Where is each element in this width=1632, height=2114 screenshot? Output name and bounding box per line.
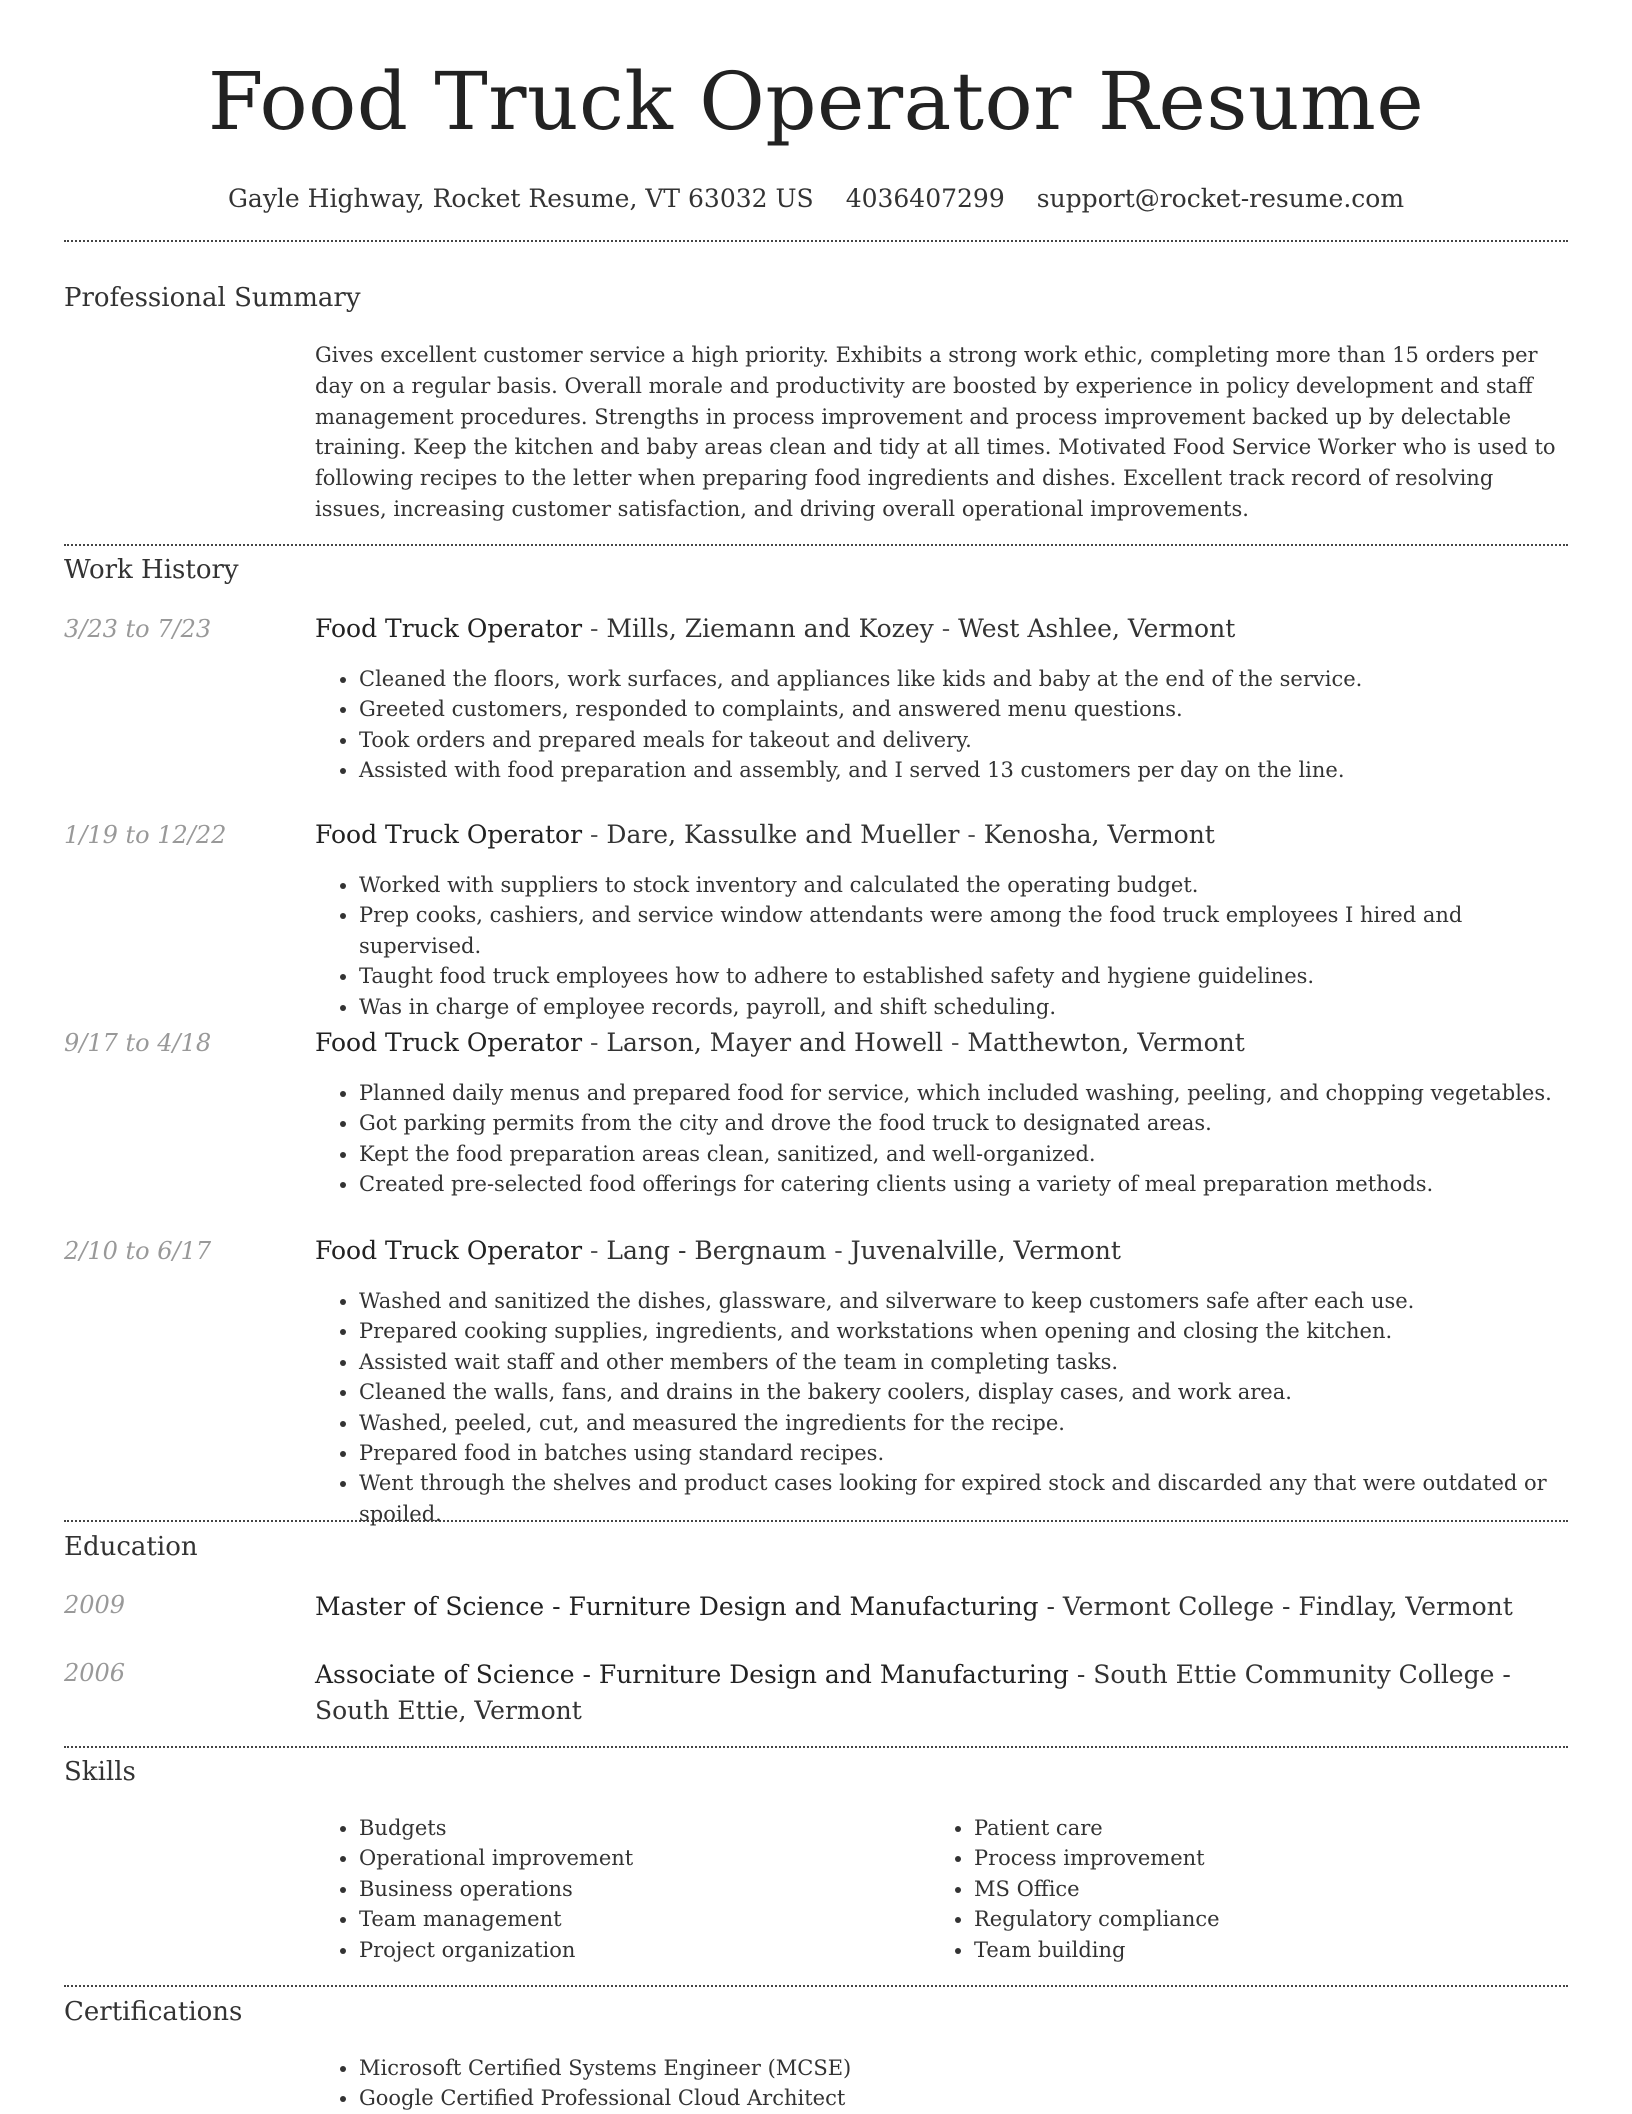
list-item: • Washed and sanitized the dishes, glassware, and silverware to keep customers safe after each use. <box>359 1286 1569 1316</box>
certification-item: • Microsoft Certified Systems Engineer (MCSE) <box>359 2053 1569 2083</box>
job-role: Food Truck Operator <box>315 1236 583 1265</box>
section-title-certifications: Certifications <box>64 1997 243 2027</box>
education-degree: Associate of Science - Furniture Design and Manufacturing <box>315 1660 1069 1689</box>
skill-item: • Project organization <box>359 1935 919 1965</box>
education-degree: Master of Science - Furniture Design and Manufacturing <box>315 1592 1039 1621</box>
job-dates: 3/23 to 7/23 <box>64 615 212 643</box>
contact-phone: 4036407299 <box>845 184 1005 213</box>
list-item: • Washed, peeled, cut, and measured the ingredients for the recipe. <box>359 1408 1569 1438</box>
contact-email[interactable]: support@rocket-resume.com <box>1036 184 1405 213</box>
list-item: • Greeted customers, responded to complaints, and answered menu questions. <box>359 694 1569 724</box>
job-company: Lang - Bergnaum <box>606 1236 827 1265</box>
job-bullets <box>315 870 1569 1022</box>
section-title-education: Education <box>64 1532 198 1562</box>
education-entry: Master of Science - Furniture Design and Manufacturing - Vermont College - Findlay, Vermont <box>315 1592 1513 1621</box>
list-item: • Prepared cooking supplies, ingredients, and workstations when opening and closing the kitchen. <box>359 1316 1569 1346</box>
skill-item: • Business operations <box>359 1874 919 1904</box>
job-location: Juvenalville, Vermont <box>850 1236 1121 1265</box>
job-title: Food Truck Operator - Mills, Ziemann and Kozey - West Ashlee, Vermont <box>315 614 1236 643</box>
page-title: Food Truck Operator Resume <box>207 55 1425 148</box>
skill-item: • MS Office <box>974 1874 1574 1904</box>
job-dates: 2/10 to 6/17 <box>64 1237 212 1265</box>
section-title-work-history: Work History <box>64 555 239 585</box>
list-item: • Cleaned the walls, fans, and drains in the bakery coolers, display cases, and work area. <box>359 1377 1569 1407</box>
list-item: • Was in charge of employee records, payroll, and shift scheduling. <box>359 992 1569 1022</box>
education-school: South Ettie Community College - South Ettie, Vermont <box>315 1660 1511 1725</box>
skills-list-right <box>930 1813 1574 1965</box>
job-bullets <box>315 1078 1569 1200</box>
job-role: Food Truck Operator <box>315 614 583 643</box>
list-item: • Got parking permits from the city and drove the food truck to designated areas. <box>359 1108 1569 1138</box>
skill-item: • Team building <box>974 1935 1574 1965</box>
list-item: • Took orders and prepared meals for takeout and delivery. <box>359 725 1569 755</box>
divider <box>64 544 1568 546</box>
list-item: • Assisted with food preparation and assembly, and I served 13 customers per day on the line. <box>359 755 1569 785</box>
list-item: • Planned daily menus and prepared food for service, which included washing, peeling, and chopping vegetables. <box>359 1078 1569 1108</box>
job-company: Larson, Mayer and Howell <box>606 1028 944 1057</box>
education-school: Vermont College - Findlay, Vermont <box>1062 1592 1513 1621</box>
list-item: • Went through the shelves and product cases looking for expired stock and discarded any that were outdated or spoiled. <box>359 1468 1569 1529</box>
job-dates: 9/17 to 4/18 <box>64 1029 212 1057</box>
resume-header <box>0 0 1632 213</box>
divider <box>64 1746 1568 1748</box>
section-title-skills: Skills <box>64 1757 136 1787</box>
list-item: • Cleaned the floors, work surfaces, and appliances like kids and baby at the end of the service. <box>359 664 1569 694</box>
education-year: 2006 <box>64 1659 126 1687</box>
list-item: • Assisted wait staff and other members of the team in completing tasks. <box>359 1347 1569 1377</box>
job-title: Food Truck Operator - Lang - Bergnaum - Juvenalville, Vermont <box>315 1236 1121 1265</box>
job-title: Food Truck Operator - Larson, Mayer and Howell - Matthewton, Vermont <box>315 1028 1245 1057</box>
contact-line <box>0 184 1632 213</box>
list-item: • Kept the food preparation areas clean, sanitized, and well-organized. <box>359 1139 1569 1169</box>
job-bullets <box>315 664 1569 786</box>
job-location: West Ashlee, Vermont <box>958 614 1236 643</box>
summary-text: Gives excellent customer service a high priority. Exhibits a strong work ethic, completing more than 15 orders per day on a regular basis. Overall morale and productivity are boosted by experience in policy development and staff management procedures. Strengths in process improvement and process improvement backed up by delectable training. Keep the kitchen and baby areas clean and tidy at all times. Motivated Food Service Worker who is used to following recipes to the letter when preparing food ingredients and dishes. Excellent track record of resolving issues, increasing customer satisfaction, and driving overall operational improvements. <box>315 343 1556 521</box>
list-item: • Prepared food in batches using standard recipes. <box>359 1438 1569 1468</box>
job-company: Dare, Kassulke and Mueller <box>606 820 960 849</box>
job-dates: 1/19 to 12/22 <box>64 821 227 849</box>
list-item: • Worked with suppliers to stock inventory and calculated the operating budget. <box>359 870 1569 900</box>
divider <box>64 1520 1568 1522</box>
skill-item: • Process improvement <box>974 1843 1574 1873</box>
skill-item: • Operational improvement <box>359 1843 919 1873</box>
skill-item: • Patient care <box>974 1813 1574 1843</box>
certifications-list <box>315 2053 1569 2114</box>
list-item: • Created pre-selected food offerings for catering clients using a variety of meal preparation methods. <box>359 1169 1569 1199</box>
skill-item: • Regulatory compliance <box>974 1904 1574 1934</box>
divider <box>64 1985 1568 1987</box>
job-company: Mills, Ziemann and Kozey <box>606 614 934 643</box>
skill-item: • Budgets <box>359 1813 919 1843</box>
job-role: Food Truck Operator <box>315 1028 583 1057</box>
skill-item: • Team management <box>359 1904 919 1934</box>
skills-list-left <box>315 1813 919 1965</box>
divider <box>64 240 1568 242</box>
list-item: • Taught food truck employees how to adhere to established safety and hygiene guidelines. <box>359 961 1569 991</box>
job-location: Matthewton, Vermont <box>967 1028 1245 1057</box>
education-year: 2009 <box>64 1591 126 1619</box>
contact-address: Gayle Highway, Rocket Resume, VT 63032 US <box>227 184 814 213</box>
education-entry: Associate of Science - Furniture Design and Manufacturing - South Ettie Community College - South Ettie, Vermont <box>315 1660 1511 1725</box>
job-location: Kenosha, Vermont <box>983 820 1215 849</box>
section-title-summary: Professional Summary <box>64 283 361 313</box>
job-title: Food Truck Operator - Dare, Kassulke and Mueller - Kenosha, Vermont <box>315 820 1215 849</box>
job-bullets <box>315 1286 1569 1529</box>
certification-item: • Google Certified Professional Cloud Architect <box>359 2083 1569 2113</box>
list-item: • Prep cooks, cashiers, and service window attendants were among the food truck employees I hired and supervised. <box>359 900 1569 961</box>
job-role: Food Truck Operator <box>315 820 583 849</box>
